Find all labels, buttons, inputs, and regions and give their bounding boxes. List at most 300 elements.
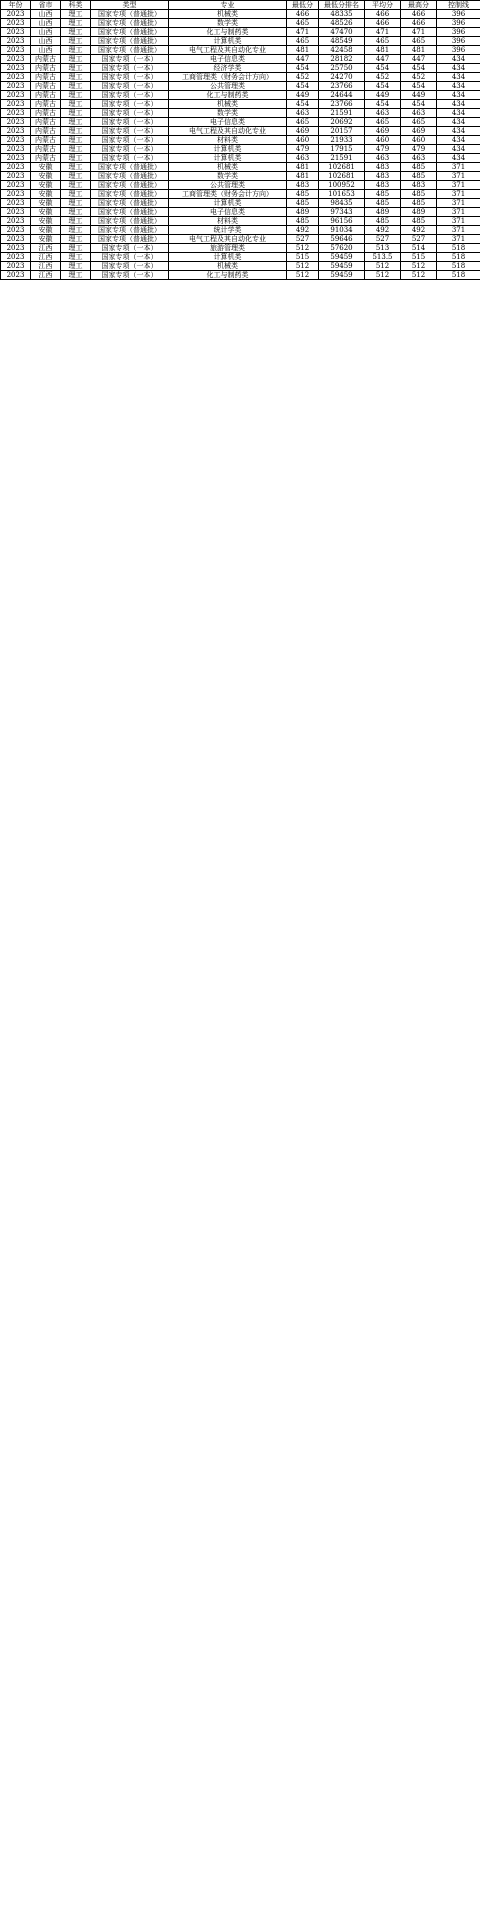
cell-min-score: 452 — [287, 73, 319, 82]
cell-avg-score: 463 — [365, 154, 401, 163]
cell-min-score: 454 — [287, 100, 319, 109]
cell-type: 国家专项（一本） — [91, 82, 169, 91]
cell-province: 内蒙古 — [31, 127, 61, 136]
cell-type: 国家专项（一本） — [91, 118, 169, 127]
cell-type: 国家专项（普通批） — [91, 10, 169, 19]
cell-subject: 理工 — [61, 100, 91, 109]
cell-max-score: 471 — [401, 28, 437, 37]
cell-province: 内蒙古 — [31, 64, 61, 73]
cell-subject: 理工 — [61, 37, 91, 46]
cell-min-score: 515 — [287, 253, 319, 262]
cell-subject: 理工 — [61, 10, 91, 19]
cell-min-score: 471 — [287, 28, 319, 37]
cell-min-rank: 21591 — [319, 154, 365, 163]
cell-control-line: 396 — [437, 28, 480, 37]
table-row — [1, 253, 480, 262]
cell-max-score: 485 — [401, 217, 437, 226]
table-row — [1, 172, 480, 181]
cell-avg-score: 449 — [365, 91, 401, 100]
cell-min-score: 454 — [287, 82, 319, 91]
cell-type: 国家专项（一本） — [91, 154, 169, 163]
cell-major: 电气工程及其自动化专业 — [169, 127, 287, 136]
cell-min-score: 465 — [287, 37, 319, 46]
cell-province: 内蒙古 — [31, 109, 61, 118]
header-type: 类型 — [91, 1, 169, 10]
header-year: 年份 — [1, 1, 31, 10]
header-min-rank: 最低分排名 — [319, 1, 365, 10]
cell-max-score: 514 — [401, 244, 437, 253]
cell-control-line: 434 — [437, 154, 480, 163]
cell-province: 安徽 — [31, 190, 61, 199]
cell-year: 2023 — [1, 199, 31, 208]
cell-max-score: 469 — [401, 127, 437, 136]
cell-min-score: 454 — [287, 64, 319, 73]
cell-subject: 理工 — [61, 136, 91, 145]
cell-province: 内蒙古 — [31, 145, 61, 154]
cell-major: 机械类 — [169, 262, 287, 271]
cell-max-score: 454 — [401, 82, 437, 91]
cell-type: 国家专项（一本） — [91, 127, 169, 136]
cell-type: 国家专项（一本） — [91, 73, 169, 82]
cell-max-score: 466 — [401, 19, 437, 28]
cell-major: 电子信息类 — [169, 118, 287, 127]
cell-min-rank: 48335 — [319, 10, 365, 19]
cell-major: 工商管理类（财务会计方向） — [169, 73, 287, 82]
table-row — [1, 154, 480, 163]
cell-year: 2023 — [1, 82, 31, 91]
cell-major: 化工与制药类 — [169, 28, 287, 37]
cell-control-line: 371 — [437, 235, 480, 244]
cell-year: 2023 — [1, 136, 31, 145]
cell-control-line: 518 — [437, 253, 480, 262]
cell-min-score: 465 — [287, 118, 319, 127]
cell-subject: 理工 — [61, 73, 91, 82]
cell-min-rank: 59459 — [319, 253, 365, 262]
cell-control-line: 518 — [437, 244, 480, 253]
cell-province: 内蒙古 — [31, 91, 61, 100]
cell-year: 2023 — [1, 217, 31, 226]
cell-year: 2023 — [1, 55, 31, 64]
cell-min-rank: 59459 — [319, 271, 365, 280]
cell-min-rank: 96156 — [319, 217, 365, 226]
cell-min-score: 512 — [287, 271, 319, 280]
cell-avg-score: 513.5 — [365, 253, 401, 262]
cell-min-score: 489 — [287, 208, 319, 217]
cell-type: 国家专项（普通批） — [91, 208, 169, 217]
cell-min-rank: 102681 — [319, 172, 365, 181]
cell-subject: 理工 — [61, 199, 91, 208]
cell-year: 2023 — [1, 271, 31, 280]
cell-subject: 理工 — [61, 46, 91, 55]
table-row — [1, 64, 480, 73]
cell-major: 公共管理类 — [169, 82, 287, 91]
cell-type: 国家专项（普通批） — [91, 226, 169, 235]
cell-type: 国家专项（一本） — [91, 136, 169, 145]
cell-year: 2023 — [1, 91, 31, 100]
cell-min-score: 492 — [287, 226, 319, 235]
cell-avg-score: 485 — [365, 190, 401, 199]
table-row — [1, 244, 480, 253]
cell-province: 山西 — [31, 19, 61, 28]
cell-avg-score: 465 — [365, 118, 401, 127]
cell-avg-score: 471 — [365, 28, 401, 37]
cell-year: 2023 — [1, 190, 31, 199]
cell-control-line: 434 — [437, 73, 480, 82]
cell-avg-score: 466 — [365, 19, 401, 28]
cell-year: 2023 — [1, 28, 31, 37]
cell-subject: 理工 — [61, 82, 91, 91]
cell-avg-score: 527 — [365, 235, 401, 244]
cell-province: 江西 — [31, 244, 61, 253]
cell-subject: 理工 — [61, 172, 91, 181]
cell-subject: 理工 — [61, 181, 91, 190]
cell-min-score: 512 — [287, 262, 319, 271]
cell-max-score: 512 — [401, 271, 437, 280]
cell-avg-score: 512 — [365, 262, 401, 271]
cell-min-score: 481 — [287, 46, 319, 55]
cell-max-score: 479 — [401, 145, 437, 154]
cell-year: 2023 — [1, 64, 31, 73]
cell-min-score: 481 — [287, 163, 319, 172]
cell-major: 机械类 — [169, 10, 287, 19]
cell-avg-score: 454 — [365, 100, 401, 109]
cell-subject: 理工 — [61, 253, 91, 262]
cell-major: 计算机类 — [169, 199, 287, 208]
cell-min-rank: 59459 — [319, 262, 365, 271]
cell-subject: 理工 — [61, 217, 91, 226]
cell-province: 内蒙古 — [31, 100, 61, 109]
cell-type: 国家专项（普通批） — [91, 235, 169, 244]
header-avg-score: 平均分 — [365, 1, 401, 10]
cell-type: 国家专项（普通批） — [91, 19, 169, 28]
cell-avg-score: 454 — [365, 82, 401, 91]
cell-control-line: 434 — [437, 136, 480, 145]
cell-subject: 理工 — [61, 19, 91, 28]
cell-province: 山西 — [31, 46, 61, 55]
table-row — [1, 163, 480, 172]
cell-major: 电气工程及其自动化专业 — [169, 46, 287, 55]
cell-subject: 理工 — [61, 118, 91, 127]
cell-subject: 理工 — [61, 262, 91, 271]
table-row — [1, 73, 480, 82]
table-row — [1, 19, 480, 28]
cell-control-line: 396 — [437, 10, 480, 19]
cell-control-line: 371 — [437, 199, 480, 208]
cell-avg-score: 460 — [365, 136, 401, 145]
cell-min-rank: 23766 — [319, 82, 365, 91]
admission-scores-table — [0, 0, 480, 280]
cell-major: 机械类 — [169, 100, 287, 109]
cell-control-line: 371 — [437, 163, 480, 172]
cell-max-score: 485 — [401, 163, 437, 172]
cell-province: 内蒙古 — [31, 55, 61, 64]
cell-avg-score: 481 — [365, 46, 401, 55]
cell-control-line: 371 — [437, 190, 480, 199]
cell-major: 材料类 — [169, 136, 287, 145]
cell-min-rank: 59646 — [319, 235, 365, 244]
cell-type: 国家专项（普通批） — [91, 163, 169, 172]
cell-major: 计算机类 — [169, 37, 287, 46]
cell-control-line: 371 — [437, 172, 480, 181]
cell-type: 国家专项（一本） — [91, 91, 169, 100]
header-row — [1, 1, 480, 10]
table-row — [1, 235, 480, 244]
cell-control-line: 396 — [437, 19, 480, 28]
cell-avg-score: 483 — [365, 172, 401, 181]
cell-max-score: 454 — [401, 64, 437, 73]
cell-year: 2023 — [1, 100, 31, 109]
cell-min-rank: 24644 — [319, 91, 365, 100]
table-row — [1, 82, 480, 91]
cell-type: 国家专项（一本） — [91, 55, 169, 64]
cell-year: 2023 — [1, 145, 31, 154]
table-row — [1, 199, 480, 208]
cell-control-line: 371 — [437, 208, 480, 217]
cell-max-score: 465 — [401, 37, 437, 46]
cell-type: 国家专项（一本） — [91, 271, 169, 280]
cell-min-score: 483 — [287, 181, 319, 190]
cell-major: 旅游管理类 — [169, 244, 287, 253]
cell-control-line: 434 — [437, 145, 480, 154]
cell-control-line: 434 — [437, 82, 480, 91]
cell-min-rank: 20692 — [319, 118, 365, 127]
cell-province: 安徽 — [31, 217, 61, 226]
cell-control-line: 371 — [437, 226, 480, 235]
cell-province: 安徽 — [31, 235, 61, 244]
cell-control-line: 371 — [437, 217, 480, 226]
cell-min-score: 449 — [287, 91, 319, 100]
cell-major: 公共管理类 — [169, 181, 287, 190]
cell-min-rank: 25750 — [319, 64, 365, 73]
cell-type: 国家专项（普通批） — [91, 181, 169, 190]
table-row — [1, 190, 480, 199]
cell-major: 化工与制药类 — [169, 91, 287, 100]
cell-control-line: 518 — [437, 262, 480, 271]
cell-major: 经济学类 — [169, 64, 287, 73]
cell-major: 电子信息类 — [169, 208, 287, 217]
cell-control-line: 434 — [437, 109, 480, 118]
cell-year: 2023 — [1, 262, 31, 271]
cell-year: 2023 — [1, 109, 31, 118]
cell-avg-score: 454 — [365, 64, 401, 73]
cell-type: 国家专项（普通批） — [91, 28, 169, 37]
cell-max-score: 527 — [401, 235, 437, 244]
cell-control-line: 371 — [437, 181, 480, 190]
cell-min-rank: 97343 — [319, 208, 365, 217]
cell-max-score: 485 — [401, 190, 437, 199]
table-row — [1, 136, 480, 145]
cell-avg-score: 512 — [365, 271, 401, 280]
cell-year: 2023 — [1, 163, 31, 172]
cell-year: 2023 — [1, 172, 31, 181]
cell-max-score: 452 — [401, 73, 437, 82]
cell-year: 2023 — [1, 253, 31, 262]
cell-subject: 理工 — [61, 28, 91, 37]
cell-province: 内蒙古 — [31, 136, 61, 145]
cell-min-score: 447 — [287, 55, 319, 64]
cell-province: 内蒙古 — [31, 154, 61, 163]
cell-min-score: 460 — [287, 136, 319, 145]
cell-avg-score: 452 — [365, 73, 401, 82]
cell-subject: 理工 — [61, 109, 91, 118]
cell-type: 国家专项（普通批） — [91, 172, 169, 181]
cell-year: 2023 — [1, 181, 31, 190]
cell-min-score: 479 — [287, 145, 319, 154]
cell-min-score: 485 — [287, 199, 319, 208]
cell-major: 统计学类 — [169, 226, 287, 235]
cell-year: 2023 — [1, 154, 31, 163]
cell-year: 2023 — [1, 244, 31, 253]
cell-major: 计算机类 — [169, 145, 287, 154]
cell-min-rank: 57620 — [319, 244, 365, 253]
cell-max-score: 485 — [401, 199, 437, 208]
cell-min-score: 481 — [287, 172, 319, 181]
cell-province: 安徽 — [31, 208, 61, 217]
cell-min-score: 512 — [287, 244, 319, 253]
cell-min-rank: 20157 — [319, 127, 365, 136]
cell-major: 计算机类 — [169, 154, 287, 163]
table-row — [1, 217, 480, 226]
cell-min-score: 465 — [287, 19, 319, 28]
cell-subject: 理工 — [61, 55, 91, 64]
cell-max-score: 463 — [401, 154, 437, 163]
table-row — [1, 145, 480, 154]
cell-control-line: 518 — [437, 271, 480, 280]
cell-avg-score: 492 — [365, 226, 401, 235]
cell-control-line: 434 — [437, 118, 480, 127]
cell-control-line: 396 — [437, 46, 480, 55]
header-max-score: 最高分 — [401, 1, 437, 10]
cell-province: 内蒙古 — [31, 82, 61, 91]
cell-min-score: 463 — [287, 154, 319, 163]
cell-year: 2023 — [1, 118, 31, 127]
cell-major: 计算机类 — [169, 253, 287, 262]
cell-max-score: 447 — [401, 55, 437, 64]
cell-max-score: 483 — [401, 181, 437, 190]
cell-avg-score: 479 — [365, 145, 401, 154]
cell-subject: 理工 — [61, 271, 91, 280]
cell-subject: 理工 — [61, 145, 91, 154]
table-row — [1, 37, 480, 46]
cell-control-line: 434 — [437, 64, 480, 73]
table-row — [1, 100, 480, 109]
cell-avg-score: 463 — [365, 109, 401, 118]
table-row — [1, 181, 480, 190]
cell-year: 2023 — [1, 235, 31, 244]
header-min-score: 最低分 — [287, 1, 319, 10]
cell-year: 2023 — [1, 46, 31, 55]
header-major: 专业 — [169, 1, 287, 10]
cell-year: 2023 — [1, 10, 31, 19]
cell-subject: 理工 — [61, 226, 91, 235]
cell-province: 安徽 — [31, 199, 61, 208]
cell-avg-score: 485 — [365, 217, 401, 226]
header-control-line: 控制线 — [437, 1, 480, 10]
cell-province: 安徽 — [31, 163, 61, 172]
cell-min-rank: 47470 — [319, 28, 365, 37]
cell-major: 数学类 — [169, 19, 287, 28]
cell-max-score: 465 — [401, 118, 437, 127]
cell-type: 国家专项（一本） — [91, 262, 169, 271]
table-row — [1, 226, 480, 235]
cell-min-rank: 102681 — [319, 163, 365, 172]
cell-max-score: 489 — [401, 208, 437, 217]
cell-subject: 理工 — [61, 163, 91, 172]
cell-avg-score: 465 — [365, 37, 401, 46]
cell-type: 国家专项（普通批） — [91, 190, 169, 199]
cell-type: 国家专项（普通批） — [91, 37, 169, 46]
cell-year: 2023 — [1, 19, 31, 28]
cell-type: 国家专项（普通批） — [91, 46, 169, 55]
cell-min-score: 463 — [287, 109, 319, 118]
cell-major: 工商管理类（财务会计方向） — [169, 190, 287, 199]
cell-province: 江西 — [31, 271, 61, 280]
cell-major: 化工与制药类 — [169, 271, 287, 280]
cell-max-score: 466 — [401, 10, 437, 19]
table-row — [1, 109, 480, 118]
cell-major: 材料类 — [169, 217, 287, 226]
cell-avg-score: 489 — [365, 208, 401, 217]
cell-min-rank: 24270 — [319, 73, 365, 82]
cell-avg-score: 466 — [365, 10, 401, 19]
cell-province: 山西 — [31, 37, 61, 46]
table-row — [1, 55, 480, 64]
cell-min-score: 485 — [287, 217, 319, 226]
cell-min-rank: 48549 — [319, 37, 365, 46]
cell-min-rank: 91034 — [319, 226, 365, 235]
cell-type: 国家专项（普通批） — [91, 199, 169, 208]
cell-type: 国家专项（一本） — [91, 253, 169, 262]
cell-province: 江西 — [31, 253, 61, 262]
cell-year: 2023 — [1, 73, 31, 82]
cell-control-line: 434 — [437, 100, 480, 109]
cell-subject: 理工 — [61, 154, 91, 163]
cell-max-score: 463 — [401, 109, 437, 118]
cell-max-score: 485 — [401, 172, 437, 181]
cell-year: 2023 — [1, 208, 31, 217]
cell-control-line: 434 — [437, 127, 480, 136]
cell-major: 机械类 — [169, 163, 287, 172]
cell-province: 江西 — [31, 262, 61, 271]
cell-min-rank: 100952 — [319, 181, 365, 190]
cell-subject: 理工 — [61, 127, 91, 136]
cell-min-rank: 28182 — [319, 55, 365, 64]
cell-max-score: 481 — [401, 46, 437, 55]
cell-province: 安徽 — [31, 226, 61, 235]
cell-province: 内蒙古 — [31, 73, 61, 82]
cell-min-score: 527 — [287, 235, 319, 244]
cell-avg-score: 469 — [365, 127, 401, 136]
cell-min-rank: 42458 — [319, 46, 365, 55]
cell-min-score: 485 — [287, 190, 319, 199]
cell-max-score: 454 — [401, 100, 437, 109]
cell-min-rank: 101653 — [319, 190, 365, 199]
header-subject: 科类 — [61, 1, 91, 10]
cell-major: 数学类 — [169, 109, 287, 118]
table-row — [1, 127, 480, 136]
cell-min-score: 469 — [287, 127, 319, 136]
cell-subject: 理工 — [61, 64, 91, 73]
cell-min-score: 466 — [287, 10, 319, 19]
cell-subject: 理工 — [61, 208, 91, 217]
table-row — [1, 28, 480, 37]
cell-subject: 理工 — [61, 235, 91, 244]
cell-province: 内蒙古 — [31, 118, 61, 127]
table-row — [1, 208, 480, 217]
header-province: 省市 — [31, 1, 61, 10]
cell-subject: 理工 — [61, 190, 91, 199]
cell-province: 山西 — [31, 10, 61, 19]
